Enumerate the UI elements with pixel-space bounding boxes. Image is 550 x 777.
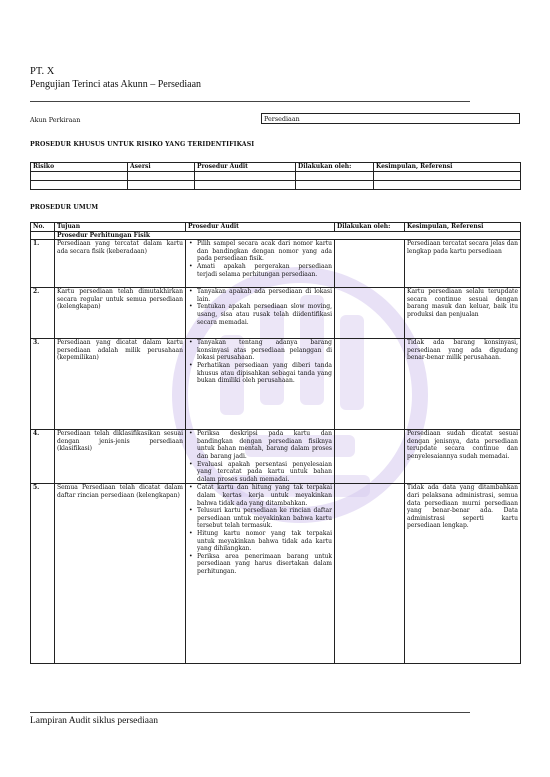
document-title: Pengujian Terinci atas Akunn – Persediaan <box>30 79 202 90</box>
subheader-physical-count: Prosedur Perhitungan Fisik <box>55 231 521 240</box>
row-performed-by <box>335 430 405 484</box>
procedure-item: • Hitung kartu nomor yang tak terpakai untuk meyakinkan bahwa tidak ada kartu yang dihilangkan. <box>188 530 332 553</box>
procedure-item: • Tanyakan apakah ada persediaan di lokasi lain. <box>188 288 332 303</box>
row-conclusion: Tidak ada data yang ditambahkan dari pelaksana administrasi, semua data persediaan murni persediaan yang benar-benar ada. Data administrasi seperti kartu persediaan lengkap. <box>405 484 521 664</box>
col-prosedur-audit: Prosedur Audit <box>186 223 335 232</box>
row-procedures <box>186 240 335 288</box>
procedure-item: • Telusuri kartu persediaan ke rincian daftar persediaan untuk meyakinkan bahwa kartu tersebut telah termasuk. <box>188 507 332 530</box>
table-row <box>31 484 521 664</box>
row-procedures <box>186 430 335 484</box>
procedure-item: • Amati apakah pergerakan persediaan terjadi selama perhitungan persediaan. <box>188 263 332 278</box>
row-goal: Persediaan yang tercatat dalam kartu ada secara fisik (keberadaan) <box>55 240 186 288</box>
row-goal: Semua Persediaan telah dicatat dalam daftar rincian persediaan (kelengkapan) <box>55 484 186 664</box>
header-divider <box>30 101 470 102</box>
procedure-item <box>188 303 332 326</box>
account-value-field: Persediaan <box>261 113 520 124</box>
row-conclusion: Tidak ada barang konsinyasi, persediaan yang ada digudang benar-benar milik perusahaan. <box>405 339 521 430</box>
row-performed-by <box>335 240 405 288</box>
row-goal: Persediaan telah diklasifikasikan sesuai dengan jenis-jenis persediaan (klasifikasi) <box>55 430 186 484</box>
account-label: Akun Perkiraan <box>30 116 81 124</box>
row-conclusion: Kartu persediaan selalu terupdate secara continue sesuai dengan barang masuk dan keluar, baik itu produksi dan penjualan <box>405 288 521 339</box>
row-number: 2. <box>31 288 55 339</box>
subheader-row <box>31 231 521 240</box>
row-performed-by <box>335 484 405 664</box>
procedure-text: Tentukan apakah persediaan slow moving, usang, sisa atau rusak telah diidentifikasi secara memadai. <box>197 303 332 326</box>
col-dilakukan-oleh: Dilakukan oleh: <box>335 223 405 232</box>
row-number: 4. <box>31 430 55 484</box>
row-number: 1. <box>31 240 55 288</box>
procedure-item: • Periksa deskripsi pada kartu dan bandingkan dengan persediaan fisiknya untuk bahan mentah, barang dalam proses dan barang jadi. <box>188 430 332 460</box>
table-row <box>31 240 521 288</box>
col-tujuan: Tujuan <box>55 223 186 232</box>
table-row <box>31 339 521 430</box>
col-no: No. <box>31 223 55 232</box>
risk-col-risiko: Risiko <box>31 163 128 172</box>
risk-col-kesimpulan: Kesimpulan, Referensi <box>374 163 521 172</box>
row-goal: Kartu persediaan telah dimutakhirkan secara regular untuk semua persediaan (kelengkapan) <box>55 288 186 339</box>
row-conclusion: Persediaan tercatat secara jelas dan lengkap pada kartu persediaan <box>405 240 521 288</box>
risk-procedures-table <box>30 162 521 190</box>
risk-col-prosedur: Prosedur Audit <box>195 163 296 172</box>
row-number: 3. <box>31 339 55 430</box>
table-row <box>31 288 521 339</box>
risk-col-asersi: Asersi <box>128 163 195 172</box>
row-conclusion: Persediaan sudah dicatat sesuai dengan jenisnya, data persediaan terupdate secara continue dan penyelesaiannya sudah memadai. <box>405 430 521 484</box>
table-row <box>31 430 521 484</box>
risk-col-dilakukan: Dilakukan oleh: <box>296 163 374 172</box>
risk-table-header-row <box>31 163 521 172</box>
col-kesimpulan: Kesimpulan, Referensi <box>405 223 521 232</box>
procedure-item: • Evaluasi apakah persentasi penyelesaian yang tercatat pada kartu untuk bahan dalam proses sudah memadai. <box>188 461 332 484</box>
row-performed-by <box>335 288 405 339</box>
row-performed-by <box>335 339 405 430</box>
procedure-item: • Tanyakan tentang adanya barang konsinyasi atas persediaan pelanggan di lokasi perusahaan. <box>188 339 332 362</box>
footer-text: Lampiran Audit siklus persediaan <box>30 716 158 726</box>
row-procedures <box>186 288 335 339</box>
row-goal: Persediaan yang dicatat dalam kartu persediaan adalah milik perusahaan (kepemilikan) <box>55 339 186 430</box>
footer-divider <box>30 712 470 713</box>
risk-section-title: PROSEDUR KHUSUS UNTUK RISIKO YANG TERIDENTIFIKASI <box>30 141 255 148</box>
account-row <box>30 113 520 125</box>
procedure-item: • Pilih sampel secara acak dari nomor kartu dan bandingkan dengan nomor yang ada pada persediaan fisik. <box>188 240 332 263</box>
row-number: 5. <box>31 484 55 664</box>
procedure-item: • Periksa area penerimaan barang untuk persediaan yang harus disertakan dalam perhitungan. <box>188 553 332 576</box>
risk-table-empty-row <box>31 172 521 181</box>
row-procedures <box>186 484 335 664</box>
general-section-title: PROSEDUR UMUM <box>30 204 99 211</box>
general-table-header-row <box>31 223 521 232</box>
risk-table-empty-row <box>31 181 521 190</box>
row-procedures <box>186 339 335 430</box>
company-name: PT. X <box>30 66 55 77</box>
procedure-item: • Perhatikan persediaan yang diberi tanda khusus atau dipisahkan sebagai tanda yang bukan dimiliki oleh perusahaan. <box>188 362 332 385</box>
procedure-item: • Catat kartu dan hitung yang tak terpakai dalam kertas kerja untuk meyakinkan bahwa tidak ada yang ditambahkan. <box>188 484 332 507</box>
general-procedures-table <box>30 222 521 664</box>
